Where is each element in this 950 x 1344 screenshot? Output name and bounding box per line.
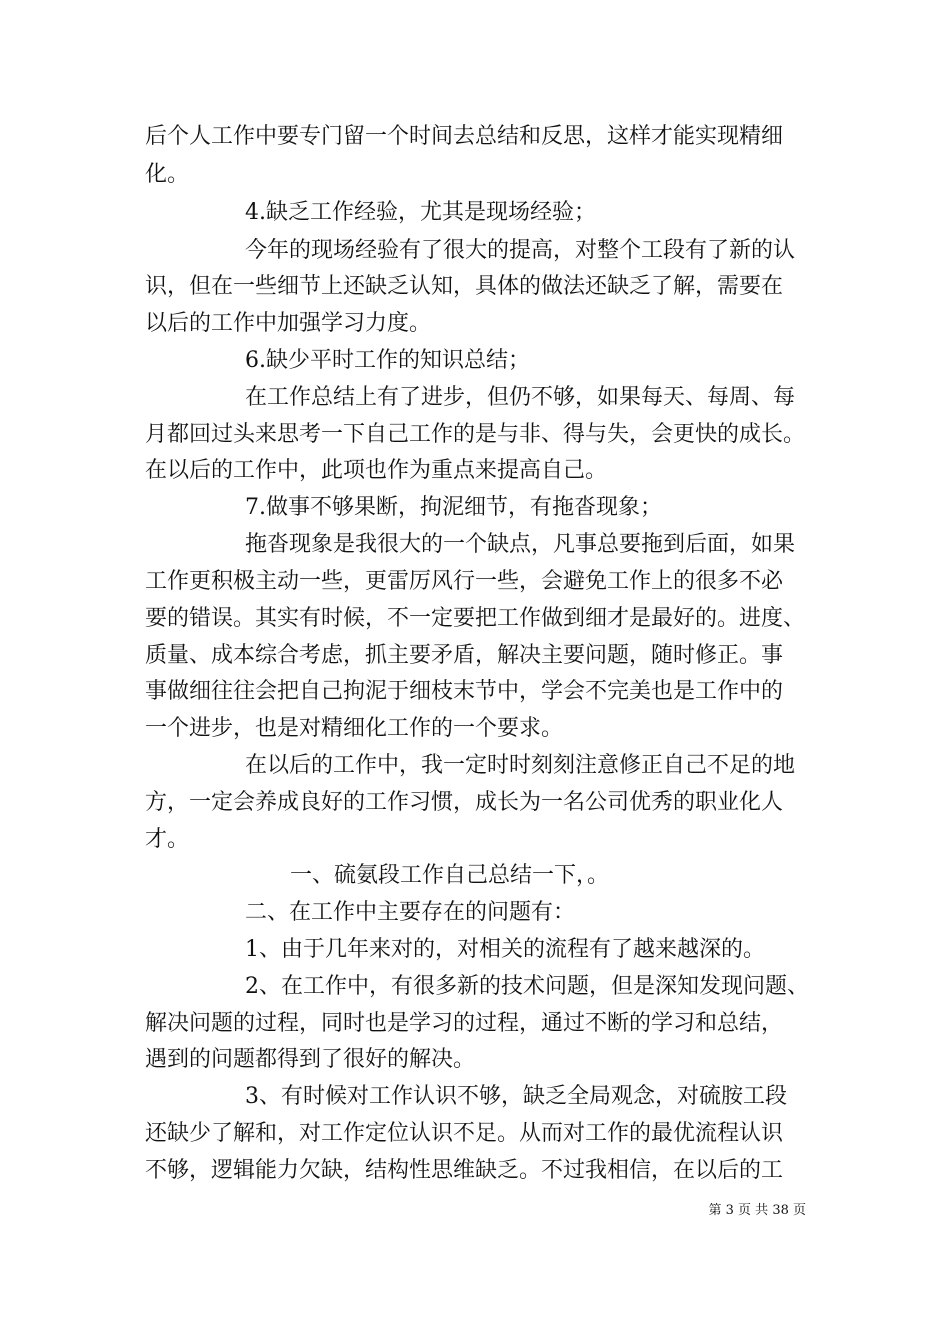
text-line: 拖沓现象是我很大的一个缺点，凡事总要拖到后面，如果 (245, 532, 796, 557)
text-line: 不够，逻辑能力欠缺，结构性思维缺乏。不过我相信，在以后的工 (145, 1158, 784, 1183)
text-line: 今年的现场经验有了很大的提高，对整个工段有了新的认 (245, 238, 796, 263)
text-line: 方，一定会养成良好的工作习惯，成长为一名公司优秀的职业化人 (145, 790, 784, 815)
text-line: 才。 (145, 827, 190, 852)
page-number: 第 3 页 共 38 页 (708, 1203, 806, 1218)
text-line: 质量、成本综合考虑，抓主要矛盾，解决主要问题，随时修正。事 (145, 643, 784, 668)
text-line: 遇到的问题都得到了很好的解决。 (145, 1047, 476, 1072)
text-line: 一个进步，也是对精细化工作的一个要求。 (145, 716, 564, 741)
text-line: 化。 (145, 162, 190, 187)
text-line: 解决问题的过程，同时也是学习的过程，通过不断的学习和总结， (145, 1011, 784, 1036)
section-heading: 7.做事不够果断，拘泥细节，有拖沓现象； (245, 495, 662, 520)
text-line: 在工作总结上有了进步，但仍不够，如果每天、每周、每 (245, 385, 796, 410)
section-heading: 二、在工作中主要存在的问题有： (245, 900, 576, 925)
text-line: 还缺少了解和，对工作定位认识不足。从而对工作的最优流程认识 (145, 1121, 784, 1146)
text-line: 月都回过头来思考一下自己工作的是与非、得与失，会更快的成长。 (145, 422, 806, 447)
text-line: 识，但在一些细节上还缺乏认知，具体的做法还缺乏了解，需要在 (145, 274, 784, 299)
text-line: 在以后的工作中，我一定时时刻刻注意修正自己不足的地 (245, 753, 796, 778)
text-line: 事做细往往会把自己拘泥于细枝末节中，学会不完美也是工作中的 (145, 679, 784, 704)
section-heading: 4.缺乏工作经验，尤其是现场经验； (245, 200, 596, 225)
section-heading: 一、硫氨段工作自己总结一下，。 (290, 863, 610, 888)
text-line: 后个人工作中要专门留一个时间去总结和反思，这样才能实现精细 (145, 124, 784, 149)
text-line: 要的错误。其实有时候，不一定要把工作做到细才是最好的。进度、 (145, 606, 806, 631)
list-item: 1、由于几年来对的，对相关的流程有了越来越深的。 (245, 937, 765, 962)
list-item: 3、有时候对工作认识不够，缺乏全局观念，对硫胺工段 (245, 1084, 787, 1109)
text-line: 在以后的工作中，此项也作为重点来提高自己。 (145, 458, 608, 483)
section-heading: 6.缺少平时工作的知识总结； (245, 348, 530, 373)
text-line: 以后的工作中加强学习力度。 (145, 311, 432, 336)
text-line: 工作更积极主动一些，更雷厉风行一些，会避免工作上的很多不必 (145, 569, 784, 594)
list-item: 2、在工作中，有很多新的技术问题，但是深知发现问题、 (245, 974, 809, 999)
